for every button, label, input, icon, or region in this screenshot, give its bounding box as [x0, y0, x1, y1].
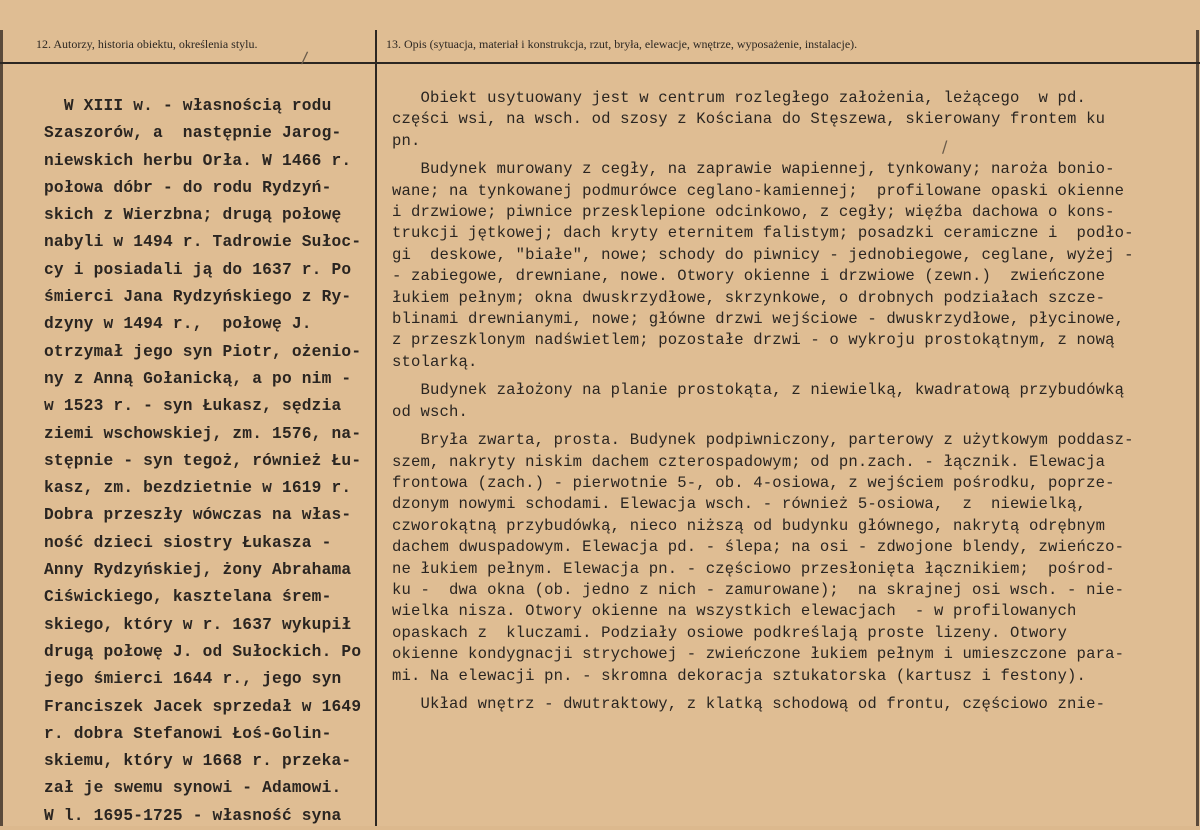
pencil-mark-icon: /: [942, 137, 948, 156]
history-line: Dobra przeszły wówczas na włas-: [44, 506, 352, 525]
description-line: - zabiegowe, drewniane, nowe. Otwory okienne i drzwiowe (zewn.) zwieńczone: [392, 267, 1106, 286]
section-12-heading: 12. Autorzy, historia obiektu, określenia stylu.: [36, 37, 258, 51]
description-line: łukiem pełnym; okna dwuskrzydłowe, skrzynkowe, o drobnych podziałach szcze-: [392, 288, 1106, 307]
description-line: czworokątną przybudówką, nieco niższą od budynku głównego, nakrytą odrębnym: [392, 516, 1106, 535]
history-line: nabyli w 1494 r. Tadrowie Sułoc-: [44, 233, 362, 252]
column-divider: [375, 30, 377, 826]
history-line: Szaszorów, a następnie Jarog-: [44, 124, 342, 143]
history-line: skiemu, który w 1668 r. przeka-: [44, 752, 352, 771]
left-border: [0, 30, 3, 826]
history-line: zał je swemu synowi - Adamowi.: [44, 779, 342, 798]
description-line: części wsi, na wsch. od szosy z Kościana do Stęszewa, skierowany frontem ku: [392, 110, 1106, 129]
history-line: otrzymał jego syn Piotr, ożenio-: [44, 342, 362, 361]
history-line: śmierci Jana Rydzyńskiego z Ry-: [44, 288, 352, 307]
history-line: dzyny w 1494 r., połowę J.: [44, 315, 312, 334]
history-line: połowa dóbr - do rodu Rydzyń-: [44, 178, 332, 197]
description-line: dachem dwuspadowym. Elewacja pd. - ślepa; na osi - zdwojone blendy, zwieńczo-: [392, 538, 1125, 557]
history-line: drugą połowę J. od Sułockich. Po: [44, 642, 362, 661]
history-line: skich z Wierzbna; drugą połowę: [44, 206, 342, 225]
description-line: trukcji jętkowej; dach kryty eternitem falistym; posadzki ceramiczne i podło-: [392, 224, 1134, 243]
description-line: Układ wnętrz - dwutraktowy, z klatką schodową od frontu, częściowo znie-: [392, 694, 1106, 713]
description-line: ne łukiem pełnym. Elewacja pn. - częściowo przesłonięta łącznikiem; pośrod-: [392, 559, 1115, 578]
description-text: [392, 88, 1188, 715]
description-line: frontowa (zach.) - pierwotnie 5-, ob. 4-osiowa, z wejściem pośrodku, poprze-: [392, 473, 1115, 492]
description-line: od wsch.: [392, 402, 469, 421]
history-line: ziemi wschowskiej, zm. 1576, na-: [44, 424, 362, 443]
description-line: z przeszklonym nadświetlem; pozostałe drzwi - o wykroju prostokątnym, z nową: [392, 331, 1115, 350]
header-divider: [0, 62, 1200, 64]
description-line: okienne kondygnacji strychowej - zwieńczone łukiem pełnym i umieszczone para-: [392, 645, 1125, 664]
history-line: ny z Anną Gołanicką, a po nim -: [44, 369, 352, 388]
description-line: szem, nakryty niskim dachem czterospadowym; od pn.zach. - łącznik. Elewacja: [392, 452, 1106, 471]
description-line: Budynek murowany z cegły, na zaprawie wapiennej, tynkowany; naroża bonio-: [392, 160, 1115, 179]
description-line: gi deskowe, "białe", nowe; schody do piwnicy - jednobiegowe, ceglane, wyżej -: [392, 245, 1134, 264]
history-text: [44, 93, 366, 830]
description-line: Budynek założony na planie prostokąta, z niewielką, kwadratową przybudówką: [392, 381, 1125, 400]
history-line: ność dzieci siostry Łukasza -: [44, 533, 332, 552]
description-line: ku - dwa okna (ob. jedno z nich - zamurowane); na skrajnej osi wsch. - nie-: [392, 580, 1125, 599]
history-line: w 1523 r. - syn Łukasz, sędzia: [44, 397, 342, 416]
history-line: skiego, który w r. 1637 wykupił: [44, 615, 352, 634]
history-line: r. dobra Stefanowi Łoś-Golin-: [44, 724, 332, 743]
description-line: Bryła zwarta, prosta. Budynek podpiwniczony, parterowy z użytkowym poddasz-: [392, 431, 1134, 450]
description-line: i drzwiowe; piwnice przesklepione odcinkowo, z cegły; więźba dachowa o kons-: [392, 203, 1115, 222]
description-line: wane; na tynkowanej podmurówce ceglano-kamiennej; profilowane opaski okienne: [392, 181, 1125, 200]
history-line: stępnie - syn tegoż, również Łu-: [44, 451, 362, 470]
description-line: dzonym nowymi schodami. Elewacja wsch. - również 5-osiowa, z niewielką,: [392, 495, 1087, 514]
history-line: niewskich herbu Orła. W 1466 r.: [44, 151, 352, 170]
history-line: Ciświckiego, kasztelana śrem-: [44, 588, 332, 607]
history-line: W XIII w. - własnością rodu: [44, 97, 332, 115]
history-line: jego śmierci 1644 r., jego syn: [44, 670, 342, 689]
pencil-mark-icon: /: [300, 47, 309, 68]
history-line: Franciszek Jacek sprzedał w 1649: [44, 697, 362, 716]
right-border: [1196, 30, 1199, 826]
history-line: kasz, zm. bezdzietnie w 1619 r.: [44, 479, 352, 498]
description-line: wielka nisza. Otwory okienne na wszystkich elewacjach - w profilowanych: [392, 602, 1077, 621]
history-line: W l. 1695-1725 - własność syna: [44, 806, 342, 825]
description-line: stolarką.: [392, 352, 478, 371]
description-line: opaskach z kluczami. Podziały osiowe podkreślają proste lizeny. Otwory: [392, 623, 1068, 642]
history-line: cy i posiadali ją do 1637 r. Po: [44, 260, 352, 279]
description-line: blinami drewnianymi, nowe; główne drzwi wejściowe - dwuskrzydłowe, płycinowe,: [392, 310, 1125, 329]
description-line: mi. Na elewacji pn. - skromna dekoracja sztukatorska (kartusz i festony).: [392, 666, 1087, 685]
section-13-heading: 13. Opis (sytuacja, materiał i konstrukcja, rzut, bryła, elewacje, wnętrze, wyposażenie, instalacje).: [386, 37, 858, 51]
description-line: pn.: [392, 131, 421, 150]
description-line: Obiekt usytuowany jest w centrum rozległego założenia, leżącego w pd.: [392, 89, 1087, 107]
history-line: Anny Rydzyńskiej, żony Abrahama: [44, 561, 352, 580]
